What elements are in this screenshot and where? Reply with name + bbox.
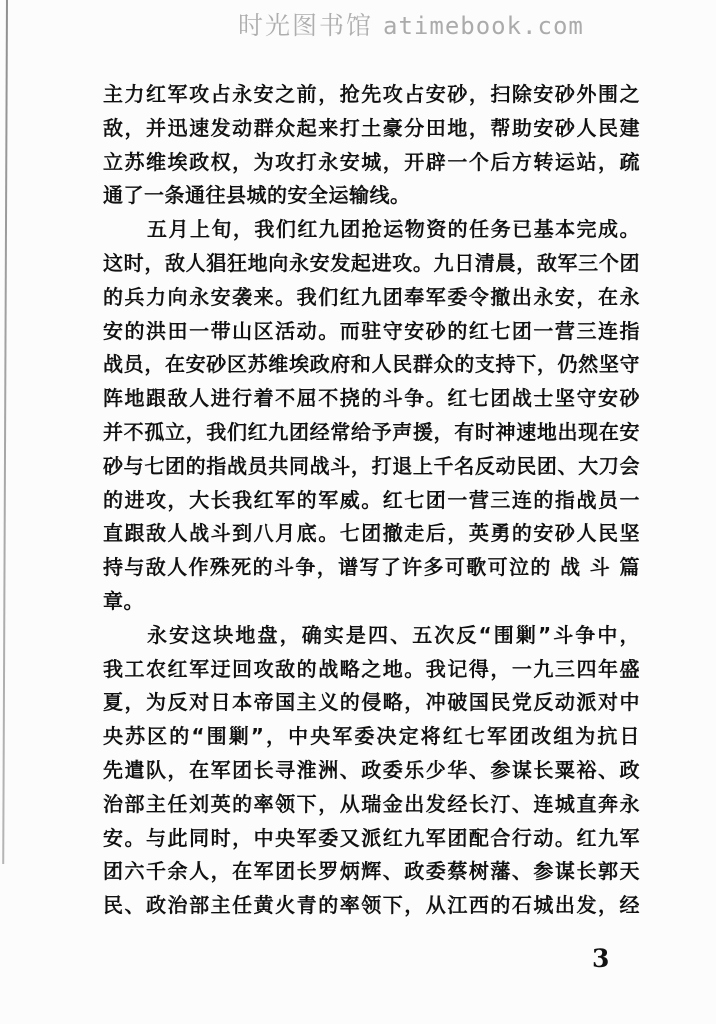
text-line: 民、政治部主任黄火青的率领下，从江西的石城出发，经 (103, 893, 640, 918)
text-line: 阵地跟敌人进行着不屈不挠的斗争。红七团战士坚守安砂 (103, 386, 640, 411)
text-line: 持与敌人作殊死的斗争，谱写了许多可歌可泣的 战 斗 篇 (103, 555, 640, 580)
text-line: 主力红军攻占永安之前，抢先攻占安砂，扫除安砂外围之 (103, 82, 640, 106)
text-line: 通了一条通往县城的安全运输线。 (103, 183, 411, 208)
text-line: 直跟敌人战斗到八月底。七团撤走后，英勇的安砂人民坚 (103, 521, 640, 546)
paragraph (103, 78, 640, 213)
text-line: 先遣队，在军团长寻淮洲、政委乐少华、参谋长粟裕、政 (103, 757, 640, 782)
paragraph (103, 213, 640, 619)
text-line: 夏，为反对日本帝国主义的侵略，冲破国民党反动派对中 (103, 690, 640, 715)
page-number: 3 (592, 944, 610, 973)
text-line: 治部主任刘英的率领下，从瑞金出发经长汀、连城直奔永 (103, 791, 640, 816)
text-line: 这时，敌人猖狂地向永安发起进攻。九日清晨，敌军三个团 (103, 250, 640, 275)
page-edge-line (2, 0, 8, 864)
watermark-site-url: atimebook.com (383, 12, 584, 40)
text-line: 砂与七团的指战员共同战斗，打退上千名反动民团、大刀会 (103, 453, 640, 478)
text-line: 我工农红军迂回攻敌的战略之地。我记得，一九三四年盛 (103, 656, 640, 681)
watermark (238, 6, 584, 42)
text-line: 的进攻，大长我红军的军威。红七团一营三连的指战员一 (103, 487, 640, 512)
text-line: 战员，在安砂区苏维埃政府和人民群众的支持下，仍然坚守 (103, 352, 640, 377)
text-line: 并不孤立，我们红九团经常给予声援，有时神速地出现在安 (103, 419, 640, 444)
body-text-block (103, 78, 640, 923)
text-line: 敌，并迅速发动群众起来打土豪分田地，帮助安砂人民建 (103, 115, 640, 140)
text-line: 五月上旬，我们红九团抢运物资的任务已基本完成。 (147, 217, 640, 242)
text-line: 央苏区的“围剿”，中央军委决定将红七军团改组为抗日 (103, 724, 640, 749)
text-line: 安的洪田一带山区活动。而驻守安砂的红七团一营三连指 (103, 318, 640, 343)
text-line: 安。与此同时，中央军委又派红九军团配合行动。红九军 (103, 825, 640, 850)
text-line: 章。 (103, 588, 144, 613)
paragraph (103, 619, 640, 923)
text-line: 团六千余人，在军团长罗炳辉、政委蔡树藩、参谋长郭天 (103, 859, 640, 884)
watermark-library-name: 时光图书馆 (238, 11, 374, 40)
text-line: 的兵力向永安袭来。我们红九团奉军委令撤出永安，在永 (103, 284, 640, 309)
text-line: 永安这块地盘，确实是四、五次反“围剿”斗争中， (147, 622, 640, 647)
text-line: 立苏维埃政权，为攻打永安城，开辟一个后方转运站，疏 (103, 149, 640, 174)
